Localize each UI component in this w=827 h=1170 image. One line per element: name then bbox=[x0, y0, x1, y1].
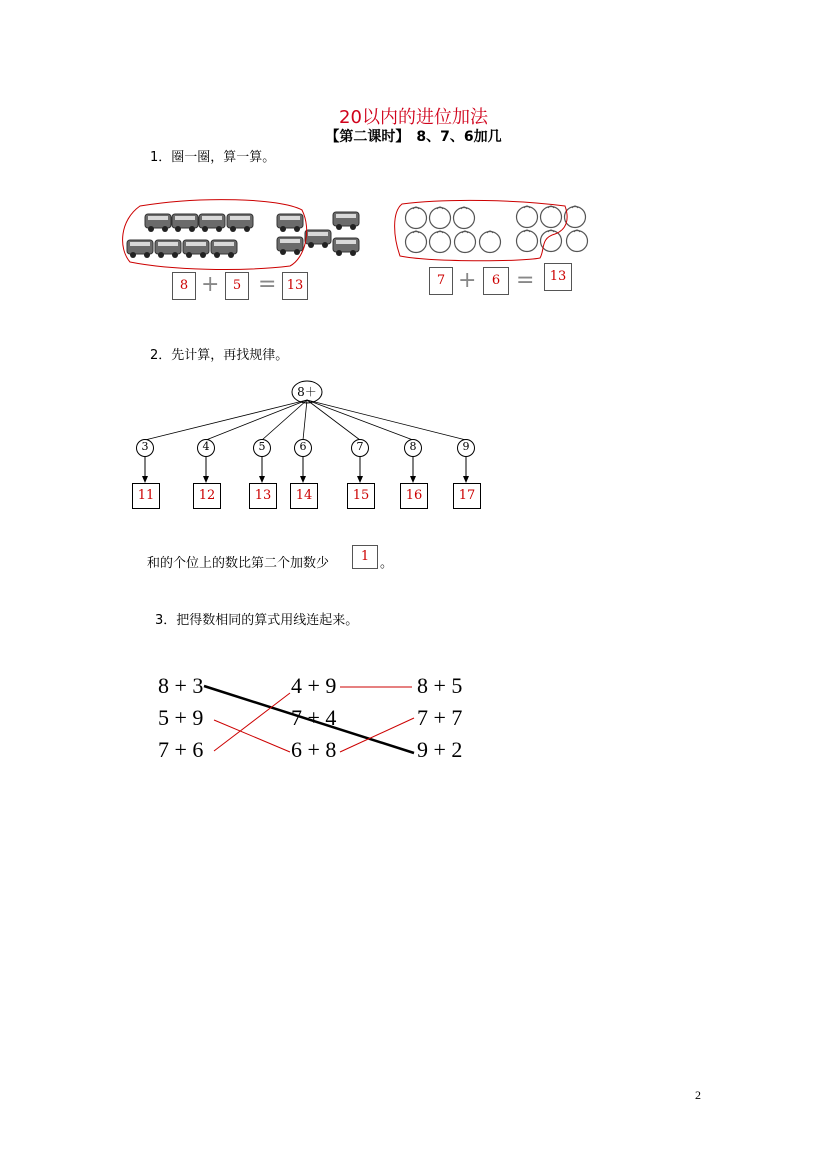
tree-root-label: 8＋ bbox=[297, 385, 317, 399]
arrow-head bbox=[410, 476, 416, 483]
rule-answer[interactable]: 1 bbox=[352, 545, 378, 569]
apple-icon bbox=[406, 232, 427, 253]
addend-label: 3 bbox=[141, 440, 149, 453]
apple-addend-b[interactable]: 6 bbox=[483, 267, 509, 295]
apple-icon bbox=[430, 208, 451, 229]
apple-icon bbox=[517, 231, 538, 252]
bus-icon bbox=[145, 214, 171, 232]
page-number: 2 bbox=[695, 1088, 701, 1102]
bus-icon bbox=[199, 214, 225, 232]
bus-icon bbox=[127, 240, 153, 258]
match-line-6p8-7p7 bbox=[340, 718, 414, 752]
bus-icon bbox=[277, 237, 303, 255]
apple-equals: = bbox=[516, 268, 535, 293]
apple-group bbox=[406, 206, 588, 253]
sum-box[interactable]: 11 bbox=[132, 483, 160, 509]
right-expr-2[interactable]: 7 + 7 bbox=[417, 705, 463, 730]
middle-expr-3[interactable]: 6 + 8 bbox=[291, 737, 337, 762]
sum-box[interactable]: 16 bbox=[400, 483, 428, 509]
bus-icon bbox=[183, 240, 209, 258]
right-expr-3[interactable]: 9 + 2 bbox=[417, 737, 463, 762]
tree-branch bbox=[307, 400, 413, 440]
middle-expr-1[interactable]: 4 + 9 bbox=[291, 673, 337, 698]
arrow-head bbox=[142, 476, 148, 483]
bus-icon bbox=[172, 214, 198, 232]
tree-branch bbox=[145, 400, 307, 440]
rule-end: 。 bbox=[380, 556, 394, 571]
addend-label: 6 bbox=[299, 440, 307, 453]
bus-icon bbox=[333, 238, 359, 256]
bus-plus: + bbox=[201, 272, 220, 297]
addend-label: 4 bbox=[202, 440, 210, 453]
bus-group bbox=[127, 212, 359, 258]
sum-box[interactable]: 12 bbox=[193, 483, 221, 509]
left-expr-1[interactable]: 8 + 3 bbox=[158, 673, 204, 698]
apple-addend-a[interactable]: 7 bbox=[429, 267, 453, 295]
apple-icon bbox=[430, 232, 451, 253]
tree-branch bbox=[307, 400, 466, 440]
tree-branch bbox=[303, 400, 307, 440]
tree-branch bbox=[206, 400, 307, 440]
apple-icon bbox=[454, 208, 475, 229]
page-title: 20以内的进位加法 bbox=[339, 107, 488, 128]
q1-prompt: 1．圈一圈，算一算。 bbox=[150, 150, 276, 165]
bus-icon bbox=[211, 240, 237, 258]
bus-icon bbox=[305, 230, 331, 248]
bus-icon bbox=[277, 214, 303, 232]
bus-sum[interactable]: 13 bbox=[282, 272, 308, 300]
sum-box[interactable]: 17 bbox=[453, 483, 481, 509]
q3-prompt: 3．把得数相同的算式用线连起来。 bbox=[155, 613, 359, 628]
apple-icon bbox=[541, 207, 562, 228]
apple-sum[interactable]: 13 bbox=[544, 263, 572, 291]
apple-icon bbox=[541, 231, 562, 252]
middle-expr-2[interactable]: 7 + 4 bbox=[291, 705, 337, 730]
rule-sentence: 和的个位上的数比第二个加数少 bbox=[147, 556, 330, 571]
tree-branch bbox=[307, 400, 360, 440]
match-line-5p9-6p8 bbox=[214, 720, 290, 752]
left-expr-3[interactable]: 7 + 6 bbox=[158, 737, 204, 762]
addend-label: 5 bbox=[258, 440, 266, 453]
sum-box[interactable]: 15 bbox=[347, 483, 375, 509]
bus-addend-b[interactable]: 5 bbox=[225, 272, 249, 300]
apple-icon bbox=[480, 232, 501, 253]
sum-box[interactable]: 14 bbox=[290, 483, 318, 509]
apple-icon bbox=[567, 231, 588, 252]
q2-prompt: 2．先计算，再找规律。 bbox=[150, 348, 289, 363]
sum-box[interactable]: 13 bbox=[249, 483, 277, 509]
right-expr-1[interactable]: 8 + 5 bbox=[417, 673, 463, 698]
bus-icon bbox=[227, 214, 253, 232]
addend-label: 8 bbox=[409, 440, 417, 453]
bus-equals: = bbox=[258, 272, 277, 297]
arrow-head bbox=[357, 476, 363, 483]
tree-branch bbox=[262, 400, 307, 440]
arrow-head bbox=[300, 476, 306, 483]
bus-addend-a[interactable]: 8 bbox=[172, 272, 196, 300]
bus-icon bbox=[333, 212, 359, 230]
apple-icon bbox=[455, 232, 476, 253]
bus-circle-line bbox=[123, 200, 307, 270]
apple-icon bbox=[565, 207, 586, 228]
apple-plus: + bbox=[458, 268, 477, 293]
addend-label: 9 bbox=[462, 440, 470, 453]
apple-icon bbox=[406, 208, 427, 229]
apple-icon bbox=[517, 207, 538, 228]
arrow-head bbox=[203, 476, 209, 483]
bus-icon bbox=[155, 240, 181, 258]
page-subtitle: 【第二课时】 8、7、6加几 bbox=[325, 129, 502, 145]
arrow-head bbox=[463, 476, 469, 483]
addend-label: 7 bbox=[356, 440, 364, 453]
left-expr-2[interactable]: 5 + 9 bbox=[158, 705, 204, 730]
arrow-head bbox=[259, 476, 265, 483]
